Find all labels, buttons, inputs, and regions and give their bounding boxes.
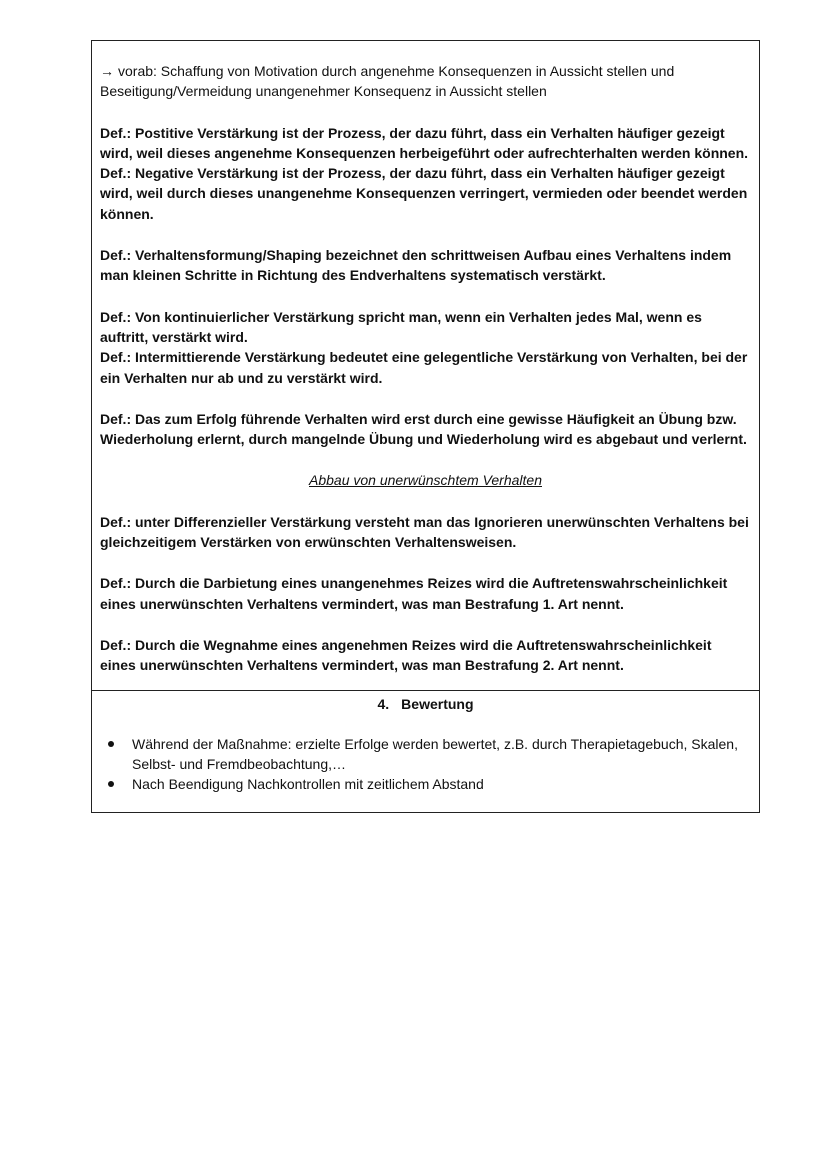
definition-positive-reinforcement: Def.: Postitive Verstärkung ist der Prozess, der dazu führt, dass ein Verhalten häufiger gezeigt wird, weil dieses angenehme Konsequenzen herbeigeführt oder aufrechterhalten werden können. bbox=[100, 124, 749, 161]
definition-intermittent-reinforcement: Def.: Intermittierende Verstärkung bedeutet eine gelegentliche Verstärkung von Verhalten, bei der ein Verhalten nur ab und zu verstärkt wird. bbox=[100, 349, 748, 386]
subheading-abbau: Abbau von unerwünschtem Verhalten bbox=[309, 472, 542, 489]
bullet-icon bbox=[108, 741, 114, 747]
section-heading bbox=[100, 694, 751, 714]
definition-punishment-type-1: Def.: Durch die Darbietung eines unangenehmes Reizes wird die Auftretenswahrscheinlichkeit eines unerwünschten Verhaltens vermindert, was man Bestrafung 1. Art nennt. bbox=[100, 575, 728, 612]
definition-punishment-type-2: Def.: Durch die Wegnahme eines angenehmen Reizes wird die Auftretenswahrscheinlichkeit eines unerwünschten Verhaltens vermindert, was man Bestrafung 2. Art nennt. bbox=[100, 636, 712, 674]
section-number: 4. bbox=[377, 695, 390, 712]
arrow-icon: → bbox=[100, 63, 114, 79]
section-verstaerkung bbox=[92, 41, 759, 690]
list-item bbox=[100, 734, 751, 775]
definition-differential-reinforcement: Def.: unter Differenzieller Verstärkung versteht man das Ignorieren unerwünschten Verhaltens bei gleichzeitigem Verstärken von erwünschten Verhaltensweisen. bbox=[100, 513, 749, 551]
intro-paragraph bbox=[100, 61, 751, 102]
definition-continuous-reinforcement: Def.: Von kontinuierlicher Verstärkung spricht man, wenn ein Verhalten jedes Mal, wenn es auftritt, verstärkt wird. bbox=[100, 308, 702, 345]
document-box bbox=[91, 40, 760, 813]
definition-shaping: Def.: Verhaltensformung/Shaping bezeichnet den schrittweisen Aufbau eines Verhaltens indem man kleinen Schritte in Richtung des Endverhaltens systematisch verstärkt. bbox=[100, 247, 732, 284]
definition-practice: Def.: Das zum Erfolg führende Verhalten wird erst durch eine gewisse Häufigkeit an Übung bzw. Wiederholung erlernt, durch mangelnde Übung und Wiederholung wird es abgebaut und verlernt. bbox=[100, 410, 747, 448]
definition-negative-reinforcement: Def.: Negative Verstärkung ist der Prozess, der dazu führt, dass ein Verhalten häufiger gezeigt wird, weil durch dieses unangenehme Konsequenzen verringert, vermieden oder beendet werden können. bbox=[100, 165, 748, 222]
section-bewertung bbox=[92, 690, 759, 813]
list-item bbox=[100, 774, 751, 794]
intro-text: vorab: Schaffung von Motivation durch angenehme Konsequenzen in Aussicht stellen und Beseitigung/Vermeidung unangenehmer Konsequenz in Aussicht stellen bbox=[100, 63, 675, 100]
list-item-text: Während der Maßnahme: erzielte Erfolge werden bewertet, z.B. durch Therapietagebuch, Skalen, Selbst- und Fremdbeobachtung,… bbox=[132, 735, 738, 772]
list-item-text: Nach Beendigung Nachkontrollen mit zeitlichem Abstand bbox=[132, 776, 484, 793]
section-title: Bewertung bbox=[401, 695, 474, 712]
bullet-icon bbox=[108, 781, 114, 787]
bullet-list bbox=[100, 734, 751, 795]
